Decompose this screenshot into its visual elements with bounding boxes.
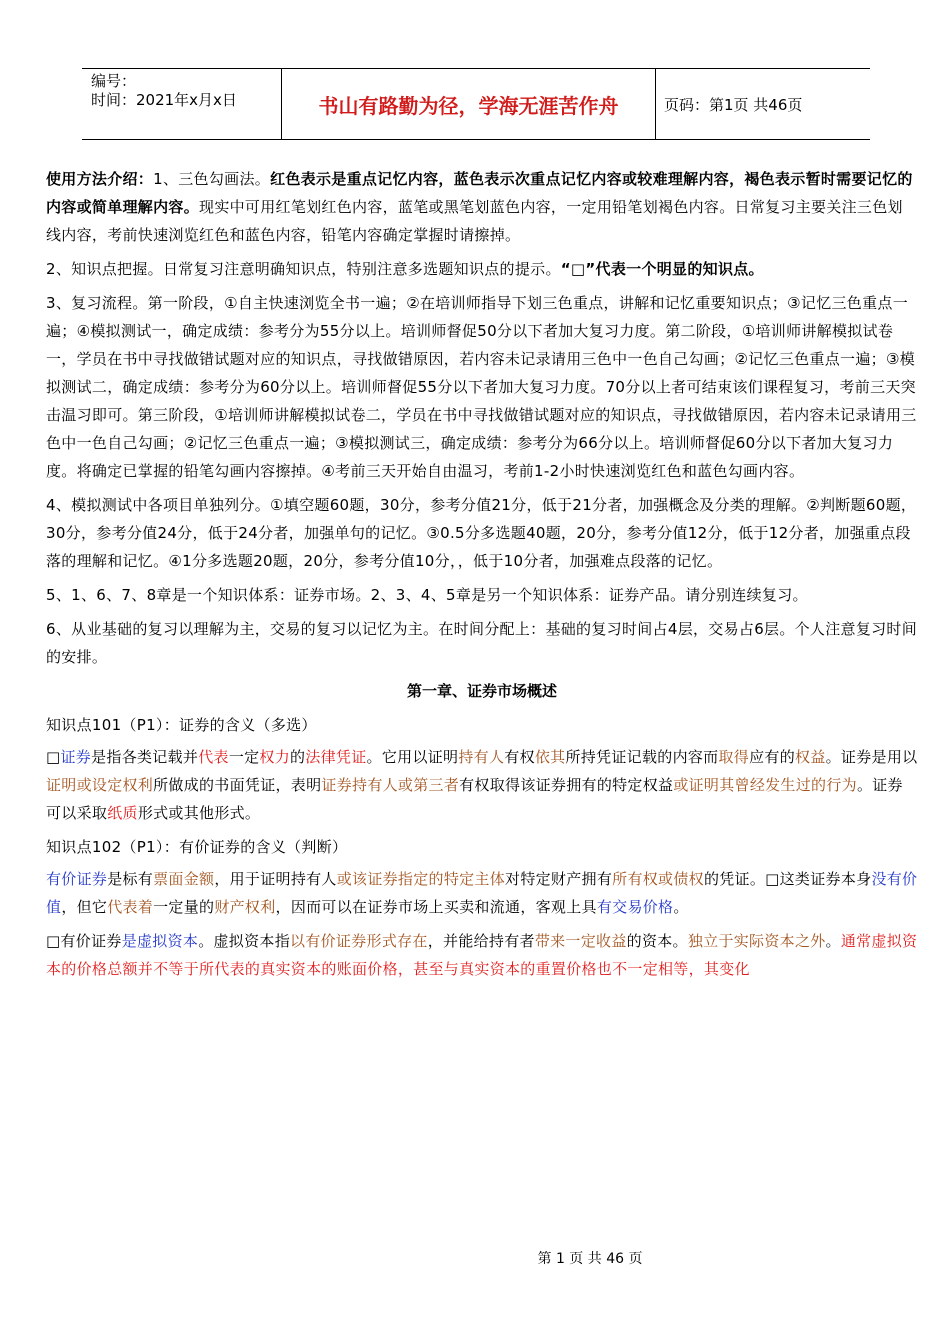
kp102-s10: ，但它 [61, 898, 108, 916]
kp102-s4: ，用于证明持有人 [214, 870, 337, 888]
kp102-s11: 代表着 [107, 898, 154, 916]
kp101-s23: 。证券可以采取 [46, 776, 903, 822]
kp101-s9: 。它用以证明 [366, 748, 459, 766]
intro-paragraph [46, 165, 918, 249]
code-label: 编号： [91, 72, 137, 90]
kp101-s17: 。证券是用以 [825, 748, 918, 766]
kp101-s2: 证券 [60, 748, 92, 766]
kp103-s3: 。虚拟资本指 [198, 932, 291, 950]
kp103-s7: 的资本。 [626, 932, 688, 950]
kp102-s3: 票面金额 [153, 870, 215, 888]
checkbox-marker: □ [46, 748, 61, 766]
header-meta [82, 69, 282, 139]
kp101-s4: 代表 [198, 748, 229, 766]
kp101-s13: 所持凭证记载的内容而 [565, 748, 719, 766]
item-2 [46, 255, 918, 283]
kp103-s2: 是虚拟资本 [121, 932, 199, 950]
kp101-s6: 权力 [259, 748, 291, 766]
kp103-s1: □有价证券 [46, 932, 122, 950]
kp102-s6: 对特定财产拥有 [505, 870, 613, 888]
kp101-s16: 权益 [795, 748, 826, 766]
kp101-s7: 的 [290, 748, 306, 766]
kp102-s5: 或该证券指定的特定主体 [336, 870, 506, 888]
kp101-body [46, 743, 918, 827]
kp102-s2: 是标有 [107, 870, 154, 888]
kp101-s25: 形式或其他形式。 [137, 804, 261, 822]
intro-t3: 现实中可用红笔划红色内容，蓝笔或黑笔划蓝色内容，一定用铅笔划褐色内容。日常复习主要关注三色划线内容，考前快速浏览红色和蓝色内容，铅笔内容确定掌握时请擦掉。 [46, 198, 903, 244]
kp102-s9: 没有价值 [46, 870, 918, 916]
kp102-body [46, 865, 918, 921]
kp101-s21: 有权取得该证券拥有的特定权益 [459, 776, 674, 794]
kp102-s7: 所有权或债权 [612, 870, 704, 888]
kp103-s5: ，并能给持有者 [427, 932, 535, 950]
page-footer [0, 1248, 950, 1268]
footer-page-number: 第 1 页 共 46 页 [537, 1251, 643, 1267]
time-label: 时间：2021年x月x日 [91, 91, 237, 109]
item-5: 5、1、6、7、8章是一个知识体系：证券市场。2、3、4、5章是另一个知识体系：证券产品。请分别连续复习。 [46, 586, 808, 604]
motto: 书山有路勤为径，学海无涯苦作舟 [282, 69, 656, 139]
document-body [46, 165, 918, 989]
item-2-bold: “□”代表一个明显的知识点。 [560, 260, 764, 278]
intro-t1: 1、三色勾画法。 [153, 170, 271, 188]
kp103-body [46, 927, 918, 983]
kp101-s19: 所做成的书面凭证，表明 [153, 776, 322, 794]
item-2-text: 2、知识点把握。日常复习注意明确知识点，特别注意多选题知识点的提示。 [46, 260, 561, 278]
kp102-s14: ，因而可以在证券市场上买卖和流通，客观上具 [275, 898, 597, 916]
item-3: 3、复习流程。第一阶段，①自主快速浏览全书一遍；②在培训师指导下划三色重点，讲解和记忆重要知识点；③记忆三色重点一遍；④模拟测试一，确定成绩：参考分为55分以上。培训师督促50分以下者加大复习力度。第二阶段，①培训师讲解模拟试卷一，学员在书中寻找做错试题对应的知识点，寻找做错原因，若内容未记录请用三色中一色自己勾画；②记忆三色重点一遍；③模拟测试二，确定成绩：参考分为60分以上。培训师督促55分以下者加大复习力度。70分以上者可结束该们课程复习，考前三天突击温习即可。第三阶段，①培训师讲解模拟试卷二，学员在书中寻找做错试题对应的知识点，寻找做错原因，若内容未记录请用三色中一色自己勾画；②记忆三色重点一遍；③模拟测试三，确定成绩：参考分为66分以上。培训师督促60分以下者加大复习力度。将确定已掌握的铅笔勾画内容擦掉。④考前三天开始自由温习，考前1-2小时快速浏览红色和蓝色勾画内容。 [46, 294, 917, 480]
kp103-s8: 独立于实际资本之外 [687, 932, 826, 950]
item-6: 6、从业基础的复习以理解为主，交易的复习以记忆为主。在时间分配上：基础的复习时间占4层，交易占6层。个人注意复习时间的安排。 [46, 620, 918, 666]
intro-lead: 使用方法介绍： [46, 170, 154, 188]
kp102-s15: 有交易价格 [596, 898, 674, 916]
kp101-s15: 应有的 [749, 748, 796, 766]
kp101-s10: 持有人 [458, 748, 505, 766]
kp102-s13: 财产权利 [214, 898, 276, 916]
kp101-s14: 取得 [718, 748, 750, 766]
kp101-s11: 有权 [504, 748, 535, 766]
kp103-s6: 带来一定收益 [534, 932, 627, 950]
kp102-s8: 的凭证。□这类证券本身 [703, 870, 872, 888]
kp103-s4: 以有价证券形式存在 [290, 932, 428, 950]
kp103-s9: 。 [825, 932, 841, 950]
kp101-s24: 纸质 [107, 804, 138, 822]
kp101-s3: 是指各类记载并 [91, 748, 199, 766]
item-4: 4、模拟测试中各项目单独列分。①填空题60题，30分，参考分值21分，低于21分者，加强概念及分类的理解。②判断题60题，30分，参考分值24分，低于24分者，加强单句的记忆。③0.5分多选题40题，20分，参考分值12分，低于12分者，加强重点段落的理解和记忆。④1分多选题20题，20分，参考分值10分，，低于10分者，加强难点段落的记忆。 [46, 496, 917, 570]
kp102-title: 知识点102（P1）：有价证券的含义（判断） [46, 838, 348, 856]
kp102-s1: 有价证券 [46, 870, 108, 888]
kp101-s20: 证券持有人或第三者 [321, 776, 460, 794]
chapter-title: 第一章、证券市场概述 [406, 682, 557, 700]
kp101-s5: 一定 [228, 748, 260, 766]
kp101-s22: 或证明其曾经发生过的行为 [673, 776, 857, 794]
kp103-s10: 通常虚拟资本的价格总额并不等于所代表的真实资本的账面价格，甚至与真实资本的重置价格也不一定相等，其变化 [46, 932, 918, 978]
kp101-s8: 法律凭证 [305, 748, 367, 766]
kp101-s18: 证明或设定权利 [46, 776, 154, 794]
kp101-s12: 依其 [534, 748, 566, 766]
page-info: 页码：第1页 共46页 [664, 95, 803, 114]
kp101-title: 知识点101（P1）：证券的含义（多选） [46, 716, 317, 734]
kp102-s12: 一定量的 [153, 898, 215, 916]
intro-t2: 红色表示是重点记忆内容，蓝色表示次重点记忆内容或较难理解内容，褐色表示暂时需要记忆的内容或简单理解内容。 [46, 170, 913, 216]
kp102-s16: 。 [673, 898, 689, 916]
header-table [82, 68, 870, 140]
